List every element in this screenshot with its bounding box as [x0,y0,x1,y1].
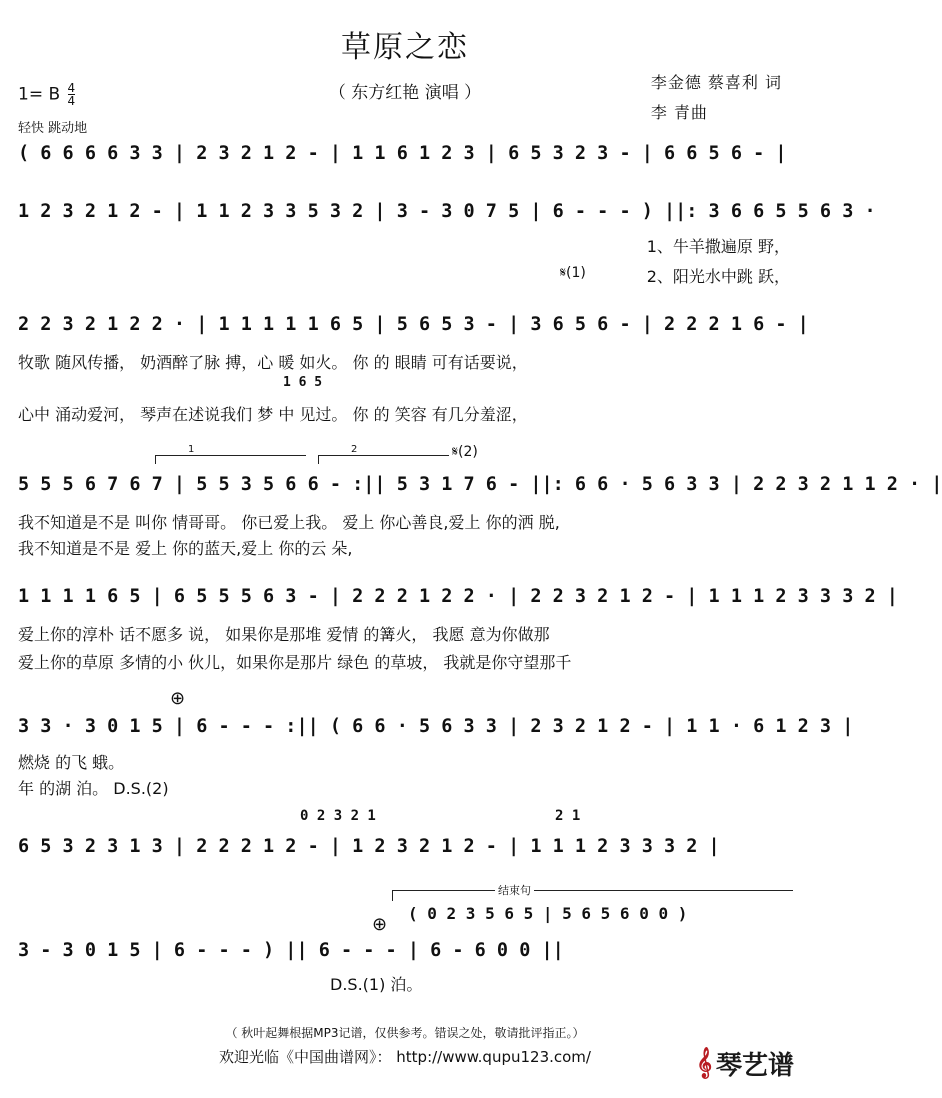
lyric-verse1-intro: 1、牛羊撒遍原 野， [646,237,790,256]
segno-1-icon: 𝄋(1) [560,265,586,281]
notation-line-4: 5 5 5 6 7 6 7 | 5 5 3 5 6 6 - :|| 5 3 1 7 6 - ||: 6 6 · 5 6 3 3 | 2 2 3 2 1 1 2 · | [18,474,942,495]
lyric-verse2-intro: 2、阳光水中跳 跃， [646,267,790,286]
lyric-line-5a: 爱上你的淳朴 话不愿多 说， 如果你是那堆 爱情 的篝火， 我愿 意为你做那 [18,625,550,644]
ending-phrase: ( 0 2 3 5 6 5 | 5 6 5 6 0 0 ) [408,904,688,923]
credits [651,68,782,128]
upper-voice-1: 0 2 3 2 1 [300,808,376,824]
volta-1: 1 [155,455,306,464]
key-signature [18,82,75,107]
notation-line-2: 1 2 3 2 1 2 - | 1 1 2 3 3 5 3 2 | 3 - 3 0 7 5 | 6 - - - ) ||: 3 6 6 5 5 6 3 · [18,201,876,222]
transcriber-note: （ 秋叶起舞根据MP3记谱，仅供参考。错误之处，敬请批评指正。） [225,1026,585,1040]
notation-line-8: 3 - 3 0 1 5 | 6 - - - ) || 6 - - - | 6 - 6 0 0 || [18,940,564,961]
notation-line-7: 6 5 3 2 3 1 3 | 2 2 2 1 2 - | 1 2 3 2 1 2 - | 1 1 1 2 3 3 3 2 | [18,836,720,857]
site-link[interactable]: 欢迎光临《中国曲谱网》： http://www.qupu123.com/ [219,1048,591,1066]
lyric-line-5b: 爱上你的草原 多情的小 伙儿，如果你是那片 绿色 的草坡， 我就是你守望那千 [18,653,572,672]
volta-2: 2 [318,455,449,464]
notation-line-1: ( 6 6 6 6 3 3 | 2 3 2 1 2 - | 1 1 6 1 2 3 | 6 5 3 2 3 - | 6 6 5 6 - | [18,143,787,164]
segno-2-icon: 𝄋(2) [452,444,478,460]
composer: 李 青曲 [650,103,708,122]
ending-label: 结束句 [495,882,534,898]
tempo-marking: 轻快 跳动地 [18,121,88,136]
lyric-line-4b: 我不知道是不是 爱上 你的蓝天,爱上 你的云 朵, [18,539,353,558]
upper-voice-2: 2 1 [555,808,581,824]
site-logo [697,1045,794,1082]
time-bottom: 4 [67,94,76,108]
lyricist: 李金德 蔡喜利 词 [650,73,782,92]
lyric-line-4a: 我不知道是不是 叫你 情哥哥。 你已爱上我。 爱上 你心善良,爱上 你的洒 脱, [18,513,560,532]
notation-line-6: 3 3 · 3 0 1 5 | 6 - - - :|| ( 6 6 · 5 6 3 3 | 2 3 2 1 2 - | 1 1 · 6 1 2 3 | [18,716,854,737]
lyric-line-3b: 心中 涌动爱河， 琴声在述说我们 梦 中 见过。 你 的 笑容 有几分羞涩， [18,405,528,424]
logo-text: 琴艺谱 [715,1051,794,1081]
coda-icon: ⊕ [170,688,186,709]
lyric-line-3a: 牧歌 随风传播， 奶酒醉了脉 搏，心 暖 如火。 你 的 眼睛 可有话要说， [18,353,528,372]
time-top: 4 [67,81,76,95]
song-title: 草原之恋 [341,30,469,65]
notation-line-3: 2 2 3 2 1 2 2 · | 1 1 1 1 1 6 5 | 5 6 5 3 - | 3 6 5 6 - | 2 2 2 1 6 - | [18,314,809,335]
ending-bracket [392,890,793,901]
lyric-line-6a: 燃烧 的飞 蛾。 [18,753,125,772]
coda-icon-2: ⊕ [372,914,388,935]
grace-notes: 1 6 5 [283,375,323,390]
time-signature [68,82,76,107]
singer-credit: （ 东方红艳 演唱 ） [328,83,482,103]
lyric-line-6b: 年 的湖 泊。 D.S.(2) [18,779,169,798]
notation-line-5: 1 1 1 1 6 5 | 6 5 5 5 6 3 - | 2 2 2 1 2 2 · | 2 2 3 2 1 2 - | 1 1 1 2 3 3 3 2 | [18,586,898,607]
lyric-ds1: D.S.(1) 泊。 [330,975,423,994]
logo-mark-icon: 𝄞 [696,1048,712,1078]
key-text: 1= B [18,84,61,105]
